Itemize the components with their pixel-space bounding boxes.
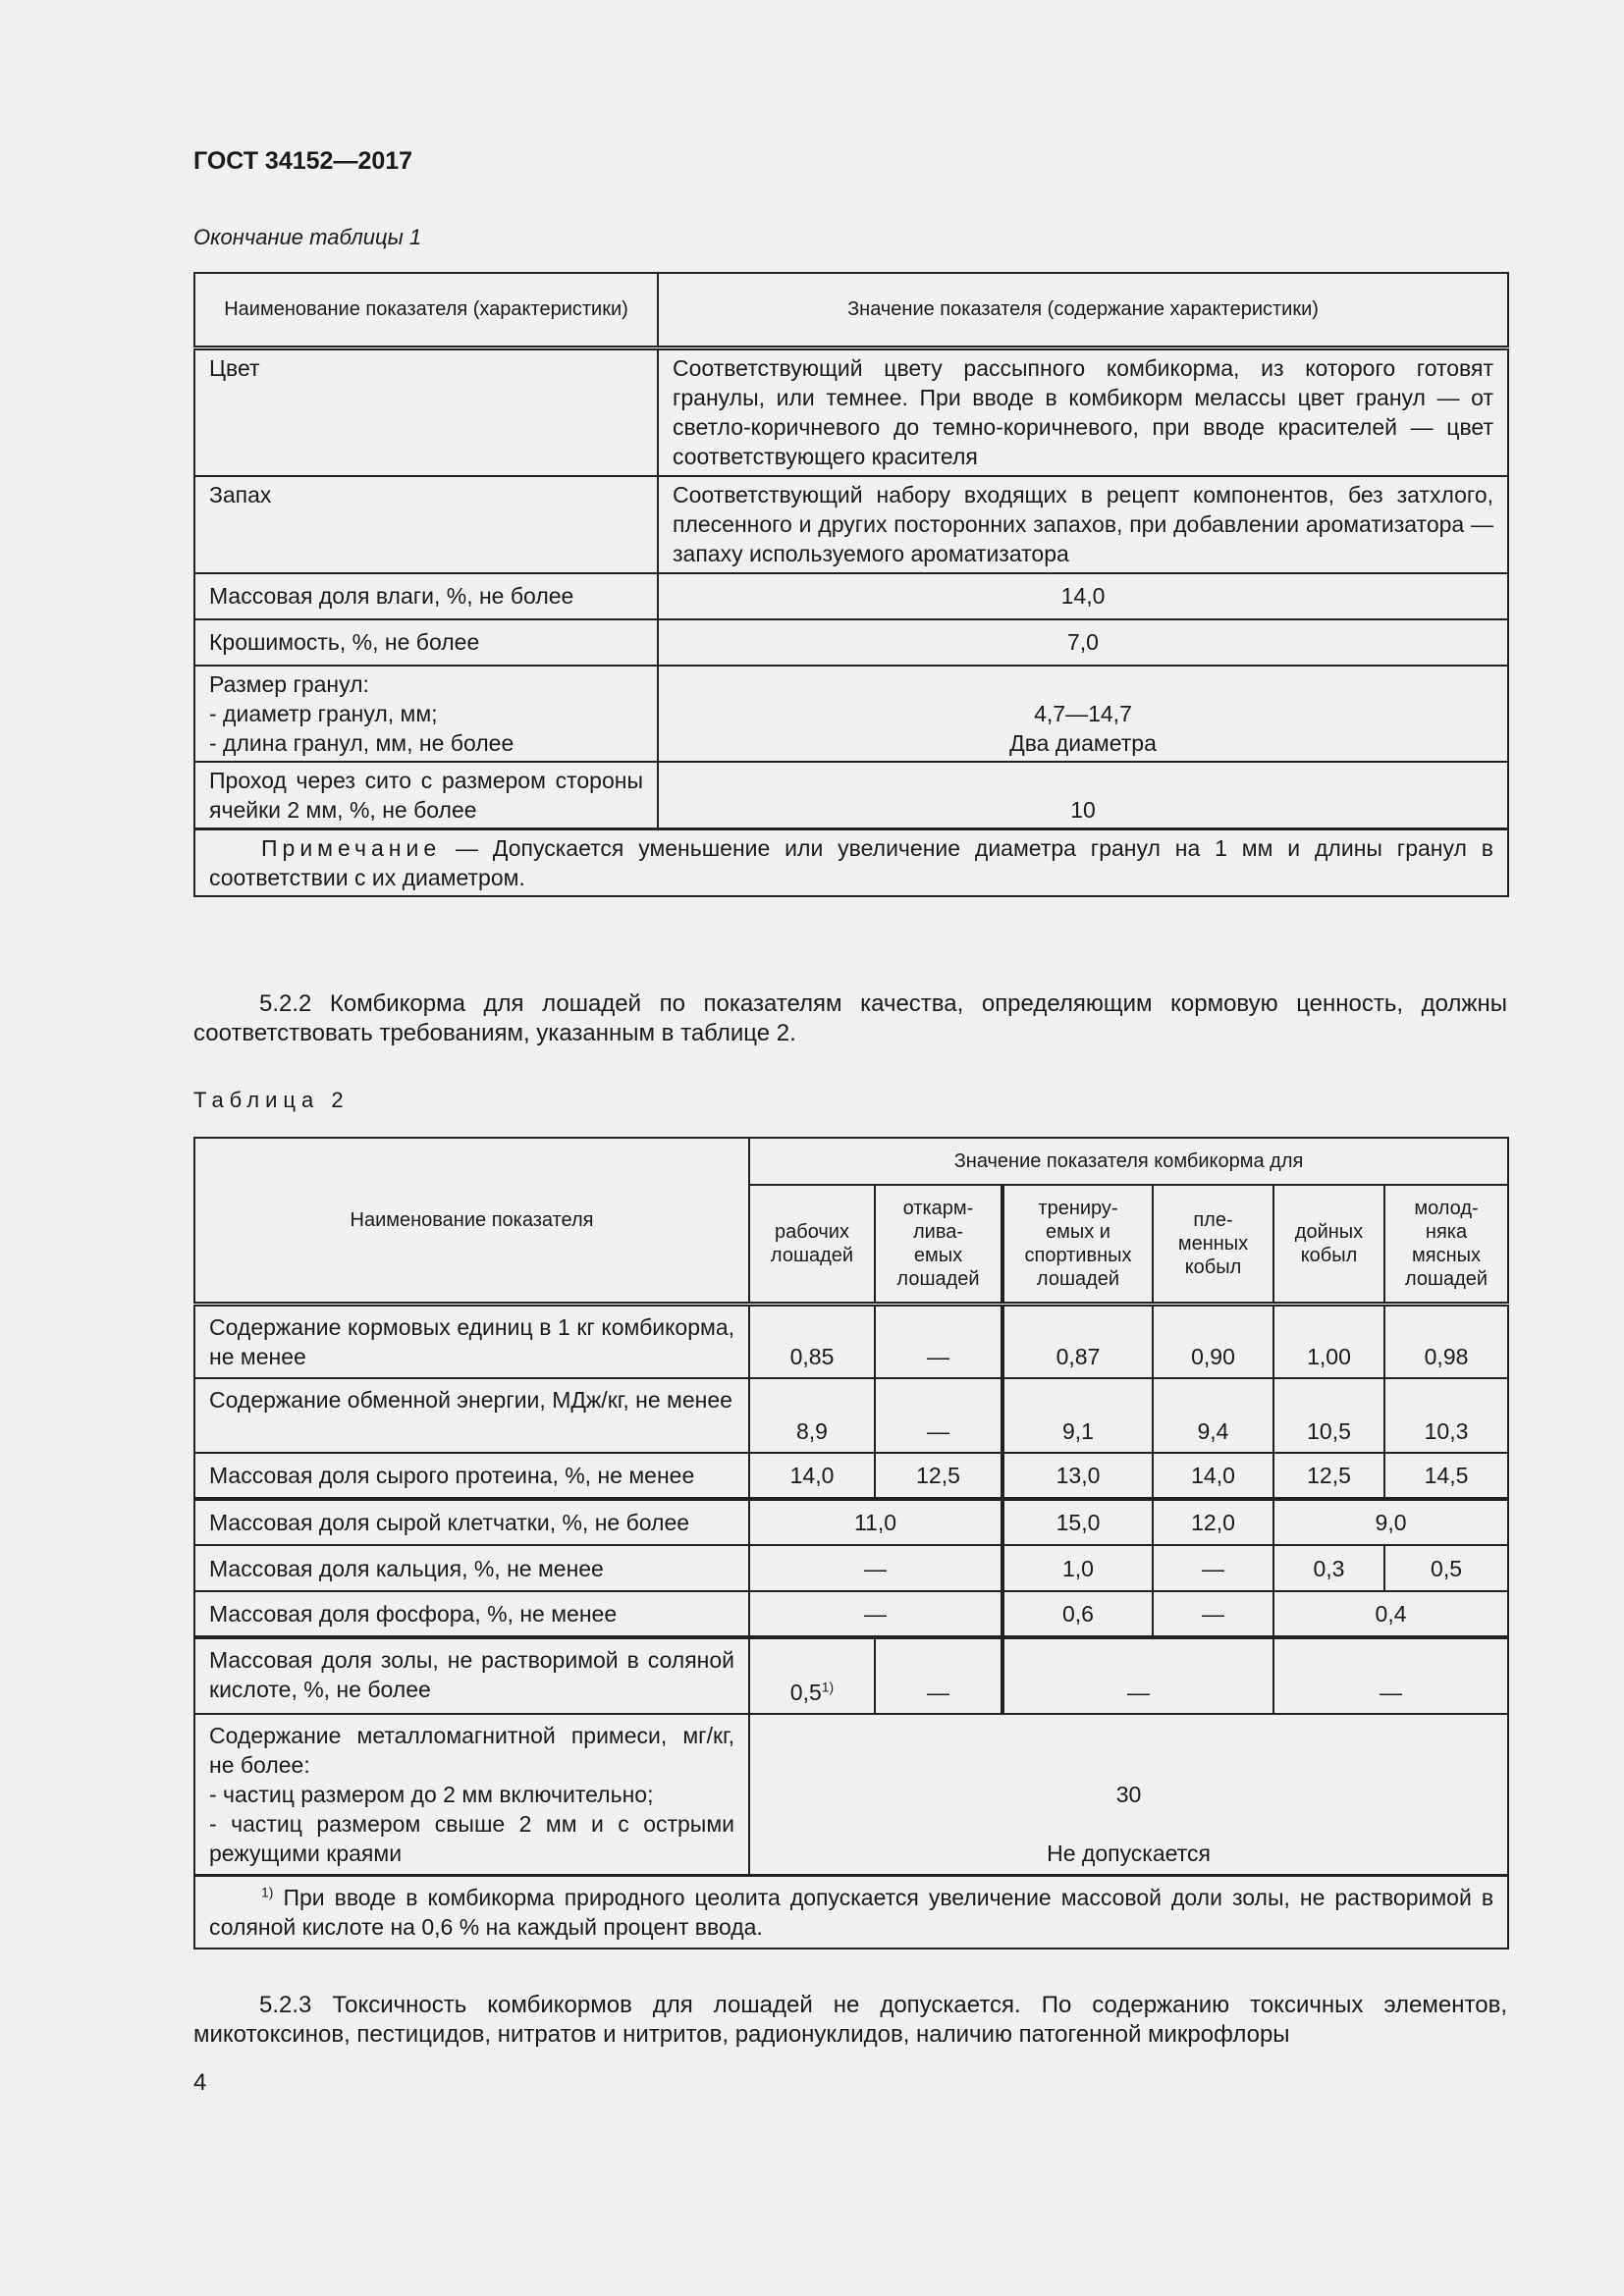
table-2-caption: Таблица 2 bbox=[193, 1088, 350, 1112]
row-value: Соответствующий цвету рассыпного комбикорма, из которого готовят гранулы, или темнее. При вводе в комбикорм мелассы цвет гранул — от светло-коричневого до темно-коричневого, при вводе красителей — цвет соответствующего красителя bbox=[658, 347, 1508, 476]
cell-value: 9,0 bbox=[1273, 1499, 1508, 1545]
cell-value: — bbox=[749, 1591, 1002, 1637]
column-header-sport: трениру- емых и спортивных лошадей bbox=[1002, 1185, 1153, 1304]
table-row bbox=[194, 1453, 1508, 1499]
table-row bbox=[194, 1545, 1508, 1591]
column-header-breeding-mares: пле- менных кобыл bbox=[1153, 1185, 1273, 1304]
cell-value: 0,5 bbox=[1384, 1545, 1508, 1591]
table-footnote bbox=[194, 1876, 1508, 1949]
cell-value: 15,0 bbox=[1002, 1499, 1153, 1545]
table-row bbox=[194, 1304, 1508, 1378]
row-name: Цвет bbox=[194, 347, 658, 476]
table-footnote-row bbox=[194, 1876, 1508, 1949]
row-value: 4,7—14,7 Два диаметра bbox=[658, 666, 1508, 762]
cell-value: 0,90 bbox=[1153, 1304, 1273, 1378]
table-row bbox=[194, 1714, 1508, 1876]
cell-value: 14,0 bbox=[1153, 1453, 1273, 1499]
note-label: Примечание bbox=[261, 834, 442, 861]
cell-value: 9,1 bbox=[1002, 1378, 1153, 1453]
row-name: Запах bbox=[194, 476, 658, 573]
table-row bbox=[194, 1591, 1508, 1637]
document-title: ГОСТ 34152—2017 bbox=[193, 147, 413, 175]
paragraph-5-2-3: 5.2.3 Токсичность комбикормов для лошадей не допускается. По содержанию токсичных элементов, микотоксинов, пестицидов, нитратов и нитритов, радионуклидов, наличию патогенной микрофлоры bbox=[193, 1992, 1507, 2048]
cell-value: 12,5 bbox=[1273, 1453, 1384, 1499]
table-row bbox=[194, 347, 1508, 476]
row-name: Содержание металломагнитной примеси, мг/кг, не более: - частиц размером до 2 мм включительно; - частиц размером свыше 2 мм и с острыми режущими краями bbox=[194, 1714, 749, 1876]
cell-value: 0,85 bbox=[749, 1304, 875, 1378]
footnote-text: При вводе в комбикорма природного цеолита допускается увеличение массовой доли золы, не растворимой в соляной кислоте на 0,6 % на каждый процент ввода. bbox=[209, 1885, 1494, 1940]
note-text: — Допускается уменьшение или увеличение диаметра гранул на 1 мм и длины гранул в соответствии с их диаметром. bbox=[209, 834, 1493, 890]
cell-value: 13,0 bbox=[1002, 1453, 1153, 1499]
row-name: Содержание обменной энергии, МДж/кг, не менее bbox=[194, 1378, 749, 1453]
footnote-mark: 1) bbox=[261, 1884, 274, 1900]
table-row bbox=[194, 666, 1508, 762]
cell-value: — bbox=[875, 1637, 1002, 1714]
cell-value: — bbox=[875, 1304, 1002, 1378]
cell-value: 0,4 bbox=[1273, 1591, 1508, 1637]
cell-value: 0,87 bbox=[1002, 1304, 1153, 1378]
footnote-ref: 1) bbox=[821, 1679, 835, 1695]
table-row bbox=[194, 1499, 1508, 1545]
column-header-young-meat: молод- няка мясных лошадей bbox=[1384, 1185, 1508, 1304]
table-1 bbox=[193, 272, 1509, 897]
cell-value: 10,5 bbox=[1273, 1378, 1384, 1453]
table-continuation-caption: Окончание таблицы 1 bbox=[193, 225, 422, 249]
table2-header-group: Значение показателя комбикорма для bbox=[749, 1138, 1508, 1185]
cell-value: 0,3 bbox=[1273, 1545, 1384, 1591]
page-number: 4 bbox=[193, 2069, 207, 2096]
cell-value: 9,4 bbox=[1153, 1378, 1273, 1453]
table-note-row bbox=[194, 828, 1508, 896]
row-name: Массовая доля сырой клетчатки, %, не более bbox=[194, 1499, 749, 1545]
cell-value: — bbox=[1273, 1637, 1508, 1714]
cell-value: — bbox=[1153, 1545, 1273, 1591]
row-name: Массовая доля золы, не растворимой в соляной кислоте, %, не более bbox=[194, 1637, 749, 1714]
table-note bbox=[194, 828, 1508, 896]
cell-value: 14,5 bbox=[1384, 1453, 1508, 1499]
table-row bbox=[194, 762, 1508, 829]
cell-value: 11,0 bbox=[749, 1499, 1002, 1545]
row-value: 14,0 bbox=[658, 573, 1508, 619]
table-row bbox=[194, 1378, 1508, 1453]
row-value: 7,0 bbox=[658, 619, 1508, 666]
cell-value: — bbox=[1153, 1591, 1273, 1637]
table1-header-value: Значение показателя (содержание характеристики) bbox=[658, 273, 1508, 347]
row-name: Массовая доля фосфора, %, не менее bbox=[194, 1591, 749, 1637]
cell-value: 8,9 bbox=[749, 1378, 875, 1453]
cell-value: 0,98 bbox=[1384, 1304, 1508, 1378]
cell-value: 1,0 bbox=[1002, 1545, 1153, 1591]
table-2 bbox=[193, 1137, 1509, 1949]
table-row bbox=[194, 573, 1508, 619]
cell-value: — bbox=[875, 1378, 1002, 1453]
row-name: Размер гранул: - диаметр гранул, мм; - длина гранул, мм, не более bbox=[194, 666, 658, 762]
column-header-milking-mares: дойных кобыл bbox=[1273, 1185, 1384, 1304]
row-value: Соответствующий набору входящих в рецепт компонентов, без затхлого, плесенного и других посторонних запахов, при добавлении ароматизатора — запаху используемого ароматизатора bbox=[658, 476, 1508, 573]
table1-header-name: Наименование показателя (характеристики) bbox=[194, 273, 658, 347]
cell-value: 1,00 bbox=[1273, 1304, 1384, 1378]
row-name: Массовая доля кальция, %, не менее bbox=[194, 1545, 749, 1591]
cell-value: 30 Не допускается bbox=[749, 1714, 1508, 1876]
table-row bbox=[194, 1637, 1508, 1714]
cell-value: 12,0 bbox=[1153, 1499, 1273, 1545]
column-header-fattened: откарм- лива- емых лошадей bbox=[875, 1185, 1002, 1304]
row-name: Массовая доля сырого протеина, %, не менее bbox=[194, 1453, 749, 1499]
cell-value: 12,5 bbox=[875, 1453, 1002, 1499]
row-name: Массовая доля влаги, %, не более bbox=[194, 573, 658, 619]
cell-value: 14,0 bbox=[749, 1453, 875, 1499]
cell-value: — bbox=[1002, 1637, 1273, 1714]
table-row bbox=[194, 476, 1508, 573]
cell-value: 10,3 bbox=[1384, 1378, 1508, 1453]
row-name: Проход через сито с размером стороны ячейки 2 мм, %, не более bbox=[194, 762, 658, 829]
paragraph-5-2-2: 5.2.2 Комбикорма для лошадей по показателям качества, определяющим кормовую ценность, должны соответствовать требованиям, указанным в таблице 2. bbox=[193, 990, 1507, 1046]
column-header-working: рабочих лошадей bbox=[749, 1185, 875, 1304]
cell-value: — bbox=[749, 1545, 1002, 1591]
table-row bbox=[194, 619, 1508, 666]
row-name: Крошимость, %, не более bbox=[194, 619, 658, 666]
row-value: 10 bbox=[658, 762, 1508, 829]
row-name: Содержание кормовых единиц в 1 кг комбикорма, не менее bbox=[194, 1304, 749, 1378]
cell-value: 0,6 bbox=[1002, 1591, 1153, 1637]
table2-header-name: Наименование показателя bbox=[194, 1138, 749, 1304]
cell-value: 0,5$^{1)}$ bbox=[749, 1637, 875, 1714]
